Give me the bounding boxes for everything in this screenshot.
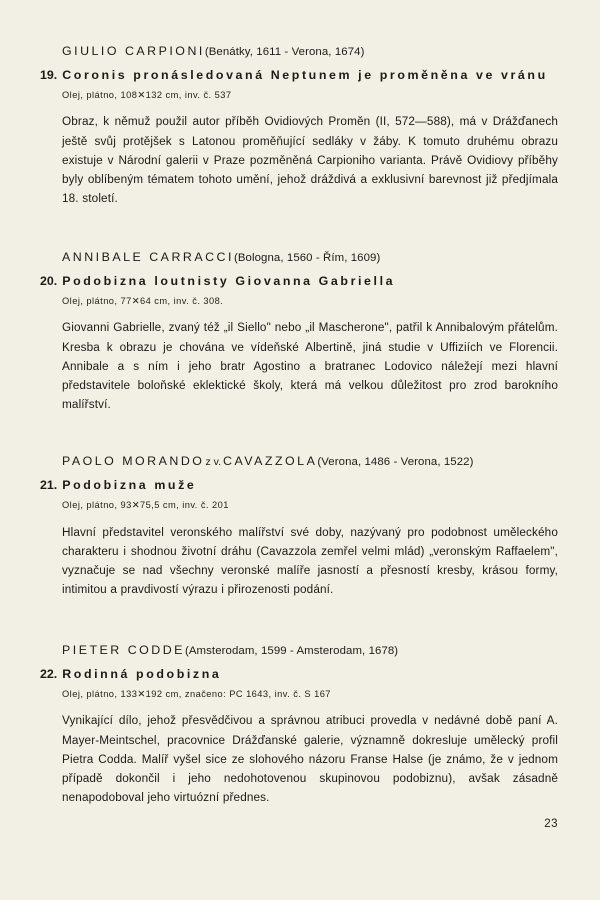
artist-life-dates: (Bologna, 1560 - Řím, 1609): [233, 252, 381, 265]
catalog-number: 19.: [40, 67, 58, 82]
artist-life-dates: (Benátky, 1611 - Verona, 1674): [204, 46, 365, 58]
entry-body-20: Giovanni Gabrielle, zvaný též „il Siello" nebo „il Mascherone", patřil k Annibalovým přátelům. Kresba k obrazu je chována ve vídeňské Albertině, jiná studie v Uffiziích ve Florencii. Annibale a s ním i jeho bratr Agostino a bratranec Lodovico náležejí mezi hlavní představitele boloňské eklektické školy, která má velkou důležitost pro zrod barokního malířství.: [62, 321, 558, 412]
technical-line-20: Olej, plátno, 77✕64 cm, inv. č. 308.: [62, 296, 224, 307]
technical-line-19: Olej, plátno, 108✕132 cm, inv. č. 537: [62, 90, 232, 101]
work-title-text: Podobizna muže: [62, 477, 197, 492]
artist-heading-carpioni: [40, 44, 558, 60]
artist-heading-morando: [40, 454, 558, 470]
catalog-number: 22.: [40, 666, 58, 681]
entry-spacer: [40, 599, 558, 643]
artist-heading-carracci: [40, 250, 558, 266]
catalog-number: 21.: [40, 477, 58, 492]
artist-name: GIULIO CARPIONI: [62, 44, 205, 58]
artist-alias-name: CAVAZZOLA: [223, 454, 318, 469]
catalog-entry-20: [40, 250, 558, 414]
work-title-text: Coronis pronásledovaná Neptunem je proměněna ve vránu: [62, 67, 548, 82]
catalog-entry-22: [40, 643, 558, 807]
entry-body-19: Obraz, k němuž použil autor příběh Ovidiových Promĕn (II, 572—588), má v Drážďanech ještě svůj protějšek s Latonou proměňující sedláky v žáby. K tomuto druhému obrazu existuje v Národní galerii v Praze pozměněná Carpioniho varianta. Právě Ovidiovy příběhy byly oblíbeným tématem tohoto umění, jehož dráždivá a exklusivní barevnost již předjímala 18. století.: [62, 115, 558, 205]
work-title-19: [40, 67, 558, 85]
catalog-entry-21: [40, 454, 558, 599]
entry-body-22: Vynikající dílo, jehož přesvědčivou a správnou atribuci provedla v nedávné době paní A. Mayer-Meintschel, pracovnice Drážďanské galerie, významně dokresluje umělecký profil Pietra Codda. Malíř vyšel sice ze slohového názoru Franse Halse (je známo, že v jednom případě dokončil i jeho nedohotovenou skupinovou podobiznu), avšak zásadně nenapodoboval jeho virtuózní přednes.: [62, 714, 558, 805]
catalog-entry-19: [40, 44, 558, 208]
work-title-text: Podobizna loutnisty Giovanna Gabriella: [62, 273, 396, 288]
technical-line-22: Olej, plátno, 133✕192 cm, značeno: PC 1643, inv. č. S 167: [62, 689, 331, 700]
artist-name: ANNIBALE CARRACCI: [62, 250, 234, 265]
work-title-20: [40, 273, 558, 291]
artist-name: PAOLO MORANDO: [62, 454, 205, 469]
work-title-text: Rodinná podobizna: [62, 666, 222, 681]
catalog-number: 20.: [40, 273, 58, 288]
page-content: [40, 44, 558, 807]
artist-name: PIETER CODDE: [62, 643, 185, 658]
artist-life-dates: (Amsterodam, 1599 - Amsterodam, 1678): [184, 645, 399, 658]
entry-body-21: Hlavní představitel veronského malířství své doby, nazývaný pro podobnost uměleckého charakteru i shodnou životní dráhu (Cavazzola zemřel velmi mlád) „veronským Raffaelem", vyznačuje se nad všechny veronské malíře jasností a přesností kresby, krásou formy, intimitou a pravdivostí výrazu i přirozenosti podání.: [62, 525, 558, 596]
entry-spacer: [40, 414, 558, 454]
work-title-21: [40, 477, 558, 495]
artist-heading-codde: [40, 643, 558, 659]
work-title-22: [40, 666, 558, 684]
artist-qualifier: z v.: [205, 456, 221, 469]
technical-line-21: Olej, plátno, 93✕75,5 cm, inv. č. 201: [62, 500, 229, 511]
artist-life-dates: (Verona, 1486 - Verona, 1522): [317, 456, 474, 469]
page-number: 23: [544, 818, 558, 830]
entry-spacer: [40, 208, 558, 250]
